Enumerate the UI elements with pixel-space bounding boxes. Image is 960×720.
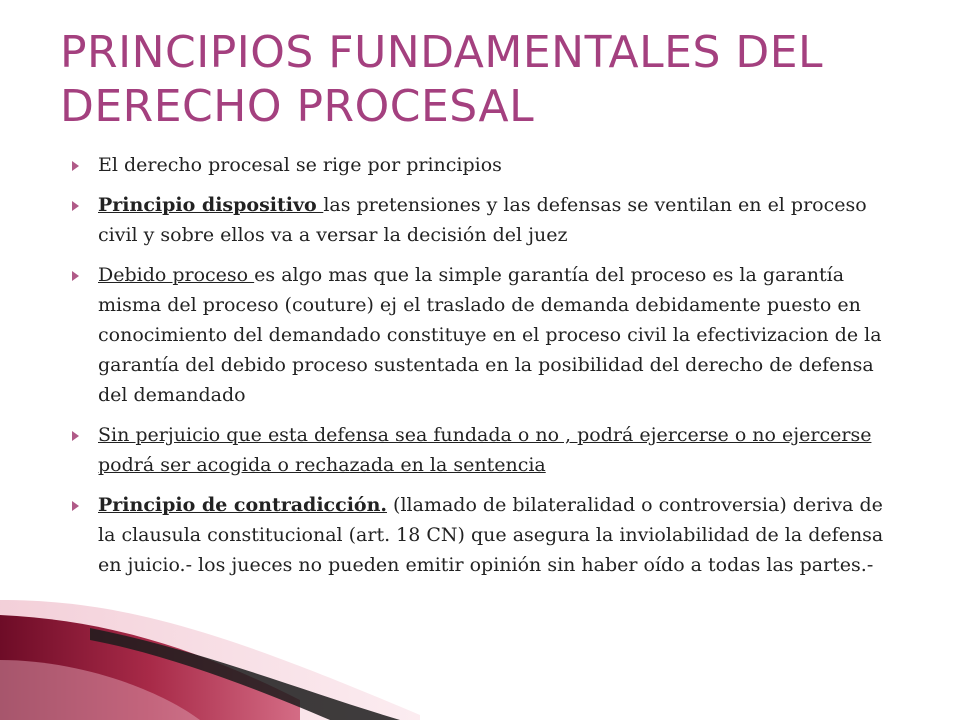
slide-title: PRINCIPIOS FUNDAMENTALES DEL DERECHO PROCESAL <box>60 27 824 132</box>
bullet-term: Debido proceso <box>98 264 255 286</box>
ribbon-light-band <box>0 600 420 720</box>
bullet-term: Principio de contradicción. <box>98 494 388 516</box>
bullet-term: Sin perjuicio que esta defensa sea fundada o no , podrá ejercerse o no ejercerse podrá ser acogida o rechazada en la sentencia <box>98 424 872 476</box>
triangle-bullet-icon <box>72 501 79 511</box>
bullet-item <box>70 490 906 580</box>
bullet-item <box>70 420 906 480</box>
bullet-term: Principio dispositivo <box>98 194 324 216</box>
bullet-text: las pretensiones y las defensas se ventilan en el proceso civil y sobre ellos va a versar la decisión del juez <box>98 194 867 246</box>
triangle-bullet-icon <box>72 161 79 171</box>
bullet-text: El derecho procesal se rige por principios <box>98 154 502 176</box>
bullet-item <box>70 190 906 250</box>
triangle-bullet-icon <box>72 431 79 441</box>
ribbon-shadow-band <box>90 628 400 720</box>
ribbon-dark-band <box>0 615 300 720</box>
bullet-item <box>70 150 906 180</box>
bullet-item <box>70 260 906 410</box>
triangle-bullet-icon <box>72 201 79 211</box>
bullet-list <box>70 150 906 590</box>
bullet-text: (llamado de bilateralidad o controversia) deriva de la clausula constitucional (art. 18 CN) que asegura la inviolabilidad de la defensa en juicio.- los jueces no pueden emitir opinión sin haber oído a todas las partes.- <box>98 494 884 576</box>
bullet-text: es algo mas que la simple garantía del proceso es la garantía misma del proceso (couture) ej el traslado de demanda debidamente puesto en conocimiento del demandado constituye en el proceso civil la efectivizacion de la garantía del debido proceso sustentada en la posibilidad del derecho de defensa del demandado <box>98 264 882 406</box>
triangle-bullet-icon <box>72 271 79 281</box>
ribbon-fade-band <box>0 660 200 720</box>
